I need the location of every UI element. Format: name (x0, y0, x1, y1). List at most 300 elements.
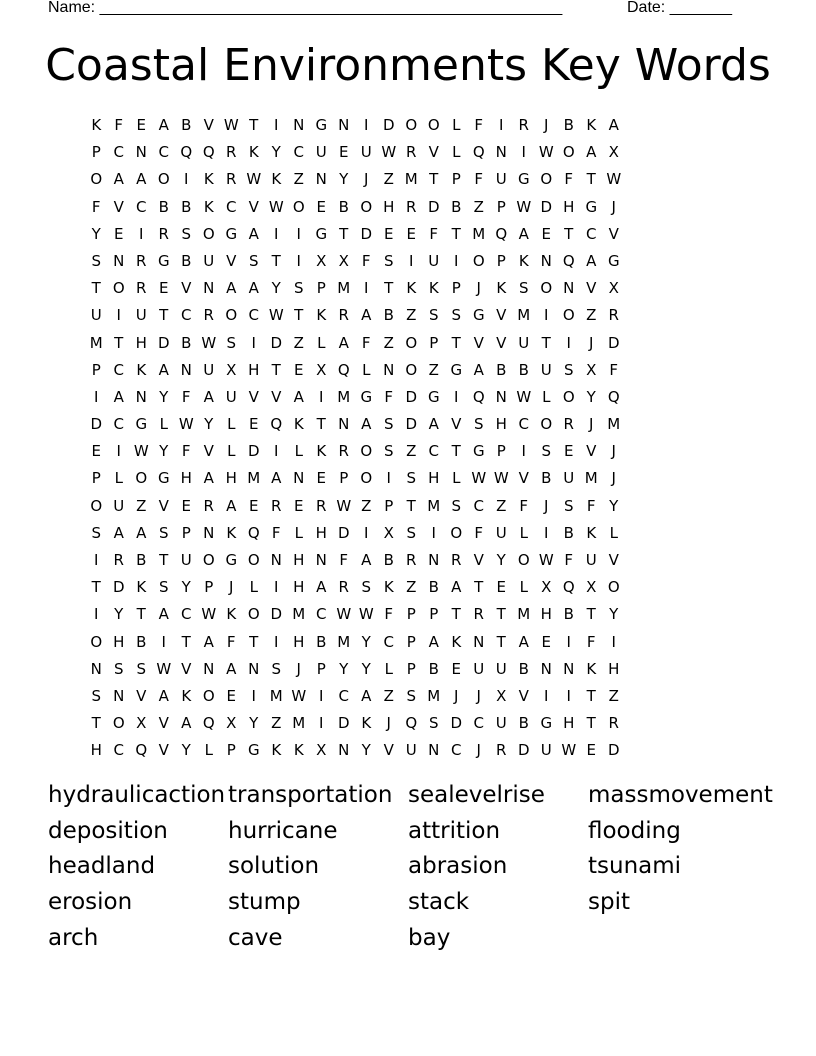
grid-letter: U (495, 170, 507, 189)
grid-letter: R (203, 306, 214, 325)
grid-letter: U (540, 360, 552, 379)
grid-letter: X (586, 360, 597, 379)
grid-letter: X (586, 578, 597, 597)
grid-letter: N (203, 523, 215, 542)
grid-letter: Q (202, 714, 215, 733)
grid-letter: P (406, 632, 416, 651)
grid-letter: F (519, 496, 529, 515)
grid-letter: K (496, 279, 507, 298)
grid-letter: N (563, 279, 575, 298)
grid-letter: K (316, 442, 327, 461)
grid-row (85, 357, 625, 384)
grid-letter: M (472, 224, 486, 243)
grid-letter: O (562, 387, 575, 406)
grid-letter: S (158, 578, 169, 597)
grid-letter: V (518, 686, 529, 705)
grid-letter: A (113, 387, 124, 406)
grid-letter: Q (562, 578, 575, 597)
grid-letter: R (338, 306, 349, 325)
grid-letter: Y (91, 224, 101, 243)
grid-letter: V (473, 333, 484, 352)
grid-row (85, 221, 625, 248)
grid-letter: O (202, 686, 215, 705)
grid-letter: V (608, 551, 619, 569)
grid-letter: I (544, 686, 549, 705)
grid-letter: C (136, 197, 147, 216)
grid-letter: K (248, 143, 259, 162)
grid-letter: X (608, 143, 619, 162)
grid-letter: E (586, 741, 596, 760)
grid-letter: A (158, 116, 169, 134)
grid-letter: W (538, 551, 554, 569)
grid-letter: J (386, 714, 391, 733)
grid-letter: P (316, 659, 326, 678)
grid-letter: A (518, 224, 529, 243)
grid-letter: B (496, 360, 507, 379)
grid-letter: W (268, 306, 284, 325)
grid-letter: O (360, 442, 373, 461)
grid-letter: D (405, 415, 418, 434)
grid-letter: P (406, 605, 416, 624)
grid-letter: O (540, 170, 553, 189)
grid-letter: G (315, 224, 328, 243)
grid-letter: K (293, 415, 304, 434)
grid-letter: A (203, 387, 214, 406)
grid-letter: T (159, 306, 169, 325)
grid-letter: O (540, 279, 553, 298)
grid-letter: Z (361, 496, 372, 515)
grid-letter: T (339, 224, 349, 243)
grid-row (85, 302, 625, 329)
grid-letter: F (339, 551, 349, 569)
grid-letter: P (496, 251, 506, 270)
grid-letter: N (495, 143, 507, 162)
grid-letter: O (202, 224, 215, 243)
grid-letter: N (473, 632, 485, 651)
word-bank-item: sealevelrise (408, 782, 545, 808)
grid-letter: G (585, 197, 598, 216)
grid-letter: K (586, 659, 597, 678)
grid-letter: D (607, 741, 620, 760)
grid-letter: Z (293, 333, 304, 352)
grid-letter: B (518, 360, 529, 379)
grid-letter: A (248, 224, 259, 243)
grid-letter: R (608, 306, 619, 325)
grid-letter: S (428, 714, 439, 733)
grid-letter: D (427, 197, 440, 216)
grid-letter: Y (159, 442, 169, 461)
grid-letter: B (563, 605, 574, 624)
grid-letter: I (566, 333, 571, 352)
grid-letter: F (271, 523, 281, 542)
grid-letter: P (204, 578, 214, 597)
grid-letter: Q (562, 251, 575, 270)
grid-letter: Z (473, 197, 484, 216)
grid-letter: I (611, 632, 616, 651)
grid-letter: O (405, 360, 418, 379)
grid-letter: D (157, 333, 170, 352)
grid-letter: G (157, 251, 170, 270)
grid-letter: Z (383, 333, 394, 352)
grid-letter: B (428, 578, 439, 597)
grid-letter: U (203, 251, 215, 270)
grid-letter: E (541, 224, 551, 243)
grid-letter: N (270, 551, 282, 569)
grid-letter: W (516, 197, 532, 216)
grid-letter: U (315, 143, 327, 162)
grid-letter: A (226, 279, 237, 298)
grid-letter: X (226, 714, 237, 733)
grid-letter: F (564, 551, 574, 569)
grid-letter: L (519, 578, 528, 597)
grid-letter: K (136, 360, 147, 379)
grid-letter: X (383, 523, 394, 542)
grid-letter: G (450, 360, 463, 379)
grid-letter: C (113, 360, 124, 379)
grid-letter: N (293, 116, 305, 134)
grid-letter: L (384, 659, 393, 678)
grid-letter: O (292, 197, 305, 216)
grid-letter: N (135, 143, 147, 162)
grid-letter: A (361, 686, 372, 705)
grid-letter: G (225, 224, 238, 243)
grid-letter: U (360, 143, 372, 162)
grid-letter: N (90, 659, 102, 678)
grid-letter: S (226, 333, 237, 352)
grid-letter: I (274, 578, 279, 597)
grid-letter: C (428, 442, 439, 461)
grid-letter: A (136, 523, 147, 542)
grid-letter: V (181, 279, 192, 298)
grid-row (85, 656, 625, 683)
grid-letter: N (203, 659, 215, 678)
grid-letter: K (226, 605, 237, 624)
grid-letter: D (540, 197, 553, 216)
grid-letter: L (362, 360, 371, 379)
grid-letter: A (181, 714, 192, 733)
grid-letter: W (178, 415, 194, 434)
grid-letter: Y (339, 659, 349, 678)
grid-letter: C (113, 415, 124, 434)
grid-letter: B (563, 523, 574, 542)
grid-row (85, 384, 625, 411)
grid-letter: B (383, 306, 394, 325)
grid-letter: O (225, 306, 238, 325)
grid-letter: G (157, 469, 170, 488)
grid-row (85, 520, 625, 547)
grid-letter: J (589, 415, 594, 434)
grid-letter: K (226, 523, 237, 542)
grid-letter: I (544, 523, 549, 542)
grid-letter: F (474, 116, 484, 134)
grid-letter: H (113, 632, 125, 651)
grid-letter: C (248, 306, 259, 325)
grid-letter: A (113, 170, 124, 189)
grid-letter: O (135, 469, 148, 488)
grid-letter: W (201, 333, 217, 352)
grid-letter: A (361, 551, 372, 569)
grid-letter: I (521, 143, 526, 162)
grid-letter: Y (271, 279, 281, 298)
grid-letter: N (113, 686, 125, 705)
grid-letter: M (292, 605, 306, 624)
grid-letter: O (540, 415, 553, 434)
grid-letter: Y (361, 659, 371, 678)
grid-letter: X (338, 251, 349, 270)
grid-letter: A (316, 578, 327, 597)
grid-letter: E (541, 632, 551, 651)
grid-letter: U (225, 387, 237, 406)
grid-letter: T (541, 333, 551, 352)
grid-letter: Q (337, 360, 350, 379)
grid-letter: H (383, 197, 395, 216)
grid-letter: H (495, 415, 507, 434)
grid-letter: T (564, 224, 574, 243)
grid-letter: V (203, 442, 214, 461)
grid-letter: A (428, 415, 439, 434)
grid-letter: L (159, 415, 168, 434)
grid-letter: J (476, 741, 481, 760)
grid-letter: K (136, 578, 147, 597)
grid-letter: B (518, 714, 529, 733)
grid-row (85, 411, 625, 438)
grid-letter: I (319, 387, 324, 406)
grid-letter: U (405, 741, 417, 760)
grid-row (85, 629, 625, 656)
grid-letter: V (158, 741, 169, 760)
grid-letter: M (427, 496, 441, 515)
grid-letter: I (116, 306, 121, 325)
grid-letter: B (181, 197, 192, 216)
grid-row (85, 710, 625, 737)
grid-letter: A (271, 469, 282, 488)
grid-letter: V (248, 197, 259, 216)
grid-letter: T (586, 170, 596, 189)
grid-letter: S (383, 415, 394, 434)
word-bank-item: solution (228, 853, 320, 880)
grid-letter: A (361, 415, 372, 434)
grid-letter: L (294, 523, 303, 542)
grid-letter: T (496, 632, 506, 651)
grid-letter: T (249, 632, 259, 651)
grid-letter: P (91, 360, 101, 379)
grid-letter: I (94, 387, 99, 406)
grid-letter: I (116, 442, 121, 461)
grid-letter: Z (586, 306, 597, 325)
grid-letter: M (247, 469, 261, 488)
grid-letter: Q (472, 143, 485, 162)
grid-letter: S (563, 360, 574, 379)
grid-letter: M (337, 632, 351, 651)
grid-letter: A (361, 306, 372, 325)
grid-letter: I (319, 714, 324, 733)
grid-letter: D (270, 605, 283, 624)
grid-letter: N (338, 741, 350, 760)
word-bank-item: spit (588, 889, 630, 916)
grid-letter: V (113, 197, 124, 216)
grid-letter: T (586, 686, 596, 705)
grid-letter: V (226, 251, 237, 270)
grid-letter: S (181, 224, 192, 243)
grid-letter: K (586, 116, 597, 134)
grid-letter: G (315, 116, 328, 134)
grid-letter: A (158, 686, 169, 705)
grid-letter: H (248, 360, 260, 379)
grid-letter: P (429, 333, 439, 352)
grid-letter: U (473, 659, 485, 678)
grid-letter: J (454, 686, 459, 705)
grid-letter: Q (472, 387, 485, 406)
word-bank-item: hurricane (228, 817, 338, 844)
grid-letter: L (227, 442, 236, 461)
word-bank-item: transportation (228, 782, 393, 808)
grid-letter: B (158, 197, 169, 216)
grid-letter: Z (383, 170, 394, 189)
grid-letter: J (589, 333, 594, 352)
grid-letter: C (293, 143, 304, 162)
grid-letter: S (271, 659, 282, 678)
grid-row (85, 574, 625, 601)
grid-letter: C (158, 143, 169, 162)
grid-letter: E (564, 442, 574, 461)
grid-letter: A (608, 116, 619, 134)
grid-letter: G (472, 442, 485, 461)
grid-letter: E (316, 197, 326, 216)
grid-letter: V (428, 143, 439, 162)
grid-letter: G (472, 306, 485, 325)
grid-letter: R (338, 442, 349, 461)
grid-letter: U (540, 741, 552, 760)
grid-letter: K (271, 170, 282, 189)
grid-letter: S (91, 251, 102, 270)
grid-letter: Q (405, 714, 418, 733)
grid-letter: N (563, 659, 575, 678)
grid-letter: E (226, 686, 236, 705)
grid-letter: S (248, 251, 259, 270)
grid-letter: V (248, 387, 259, 406)
grid-letter: O (90, 170, 103, 189)
grid-letter: U (495, 523, 507, 542)
grid-letter: B (428, 659, 439, 678)
grid-letter: I (319, 686, 324, 705)
grid-letter: B (338, 197, 349, 216)
grid-letter: C (113, 143, 124, 162)
grid-letter: D (405, 387, 418, 406)
grid-letter: Y (609, 605, 619, 624)
grid-letter: W (538, 143, 554, 162)
grid-letter: K (271, 741, 282, 760)
grid-letter: A (158, 605, 169, 624)
grid-letter: D (112, 578, 125, 597)
grid-letter: H (293, 551, 305, 569)
grid-letter: B (181, 333, 192, 352)
grid-letter: A (473, 360, 484, 379)
grid-letter: D (517, 741, 530, 760)
grid-letter: Y (204, 415, 214, 434)
word-bank-item: arch (48, 924, 99, 951)
grid-letter: W (493, 469, 509, 488)
grid-letter: G (517, 170, 530, 189)
grid-letter: O (90, 496, 103, 515)
grid-letter: F (226, 632, 236, 651)
grid-letter: G (247, 741, 260, 760)
grid-letter: C (226, 197, 237, 216)
grid-letter: H (293, 578, 305, 597)
grid-letter: Z (271, 714, 282, 733)
grid-letter: Y (181, 578, 191, 597)
grid-letter: I (409, 251, 414, 270)
grid-letter: I (454, 387, 459, 406)
grid-letter: L (227, 415, 236, 434)
grid-letter: Q (247, 523, 260, 542)
word-bank-item: deposition (48, 817, 168, 844)
grid-letter: L (249, 578, 258, 597)
grid-row (85, 737, 625, 764)
grid-row (85, 166, 625, 193)
grid-letter: L (452, 143, 461, 162)
grid-letter: J (476, 686, 481, 705)
grid-letter: E (91, 442, 101, 461)
grid-letter: N (338, 415, 350, 434)
grid-letter: T (384, 279, 394, 298)
grid-letter: K (203, 170, 214, 189)
grid-letter: L (542, 387, 551, 406)
grid-letter: O (247, 605, 260, 624)
grid-letter: W (223, 116, 239, 134)
grid-letter: M (269, 686, 283, 705)
grid-row (85, 248, 625, 275)
grid-letter: R (226, 143, 237, 162)
grid-letter: C (383, 632, 394, 651)
grid-letter: N (248, 659, 260, 678)
grid-row (85, 438, 625, 465)
word-bank-item: bay (408, 924, 451, 951)
grid-letter: O (562, 143, 575, 162)
grid-letter: S (473, 415, 484, 434)
grid-letter: S (361, 578, 372, 597)
grid-letter: F (564, 170, 574, 189)
grid-letter: K (586, 523, 597, 542)
grid-letter: K (518, 251, 529, 270)
grid-letter: G (135, 415, 148, 434)
grid-letter: D (607, 333, 620, 352)
grid-letter: M (517, 306, 531, 325)
grid-letter: M (517, 605, 531, 624)
grid-letter: A (428, 632, 439, 651)
grid-letter: D (90, 415, 103, 434)
grid-letter: S (518, 279, 529, 298)
grid-letter: P (91, 469, 101, 488)
grid-letter: O (472, 251, 485, 270)
grid-letter: N (383, 360, 395, 379)
grid-letter: W (336, 496, 352, 515)
grid-letter: S (451, 306, 462, 325)
grid-letter: L (452, 116, 461, 134)
grid-letter: A (451, 578, 462, 597)
grid-letter: B (541, 469, 552, 488)
grid-letter: I (364, 523, 369, 542)
grid-letter: G (360, 387, 373, 406)
grid-letter: N (315, 170, 327, 189)
grid-letter: C (181, 605, 192, 624)
grid-row (85, 112, 625, 139)
grid-letter: I (274, 632, 279, 651)
grid-letter: Z (406, 306, 417, 325)
grid-letter: J (544, 116, 549, 134)
grid-row (85, 683, 625, 710)
grid-letter: U (495, 714, 507, 733)
grid-letter: P (316, 279, 326, 298)
